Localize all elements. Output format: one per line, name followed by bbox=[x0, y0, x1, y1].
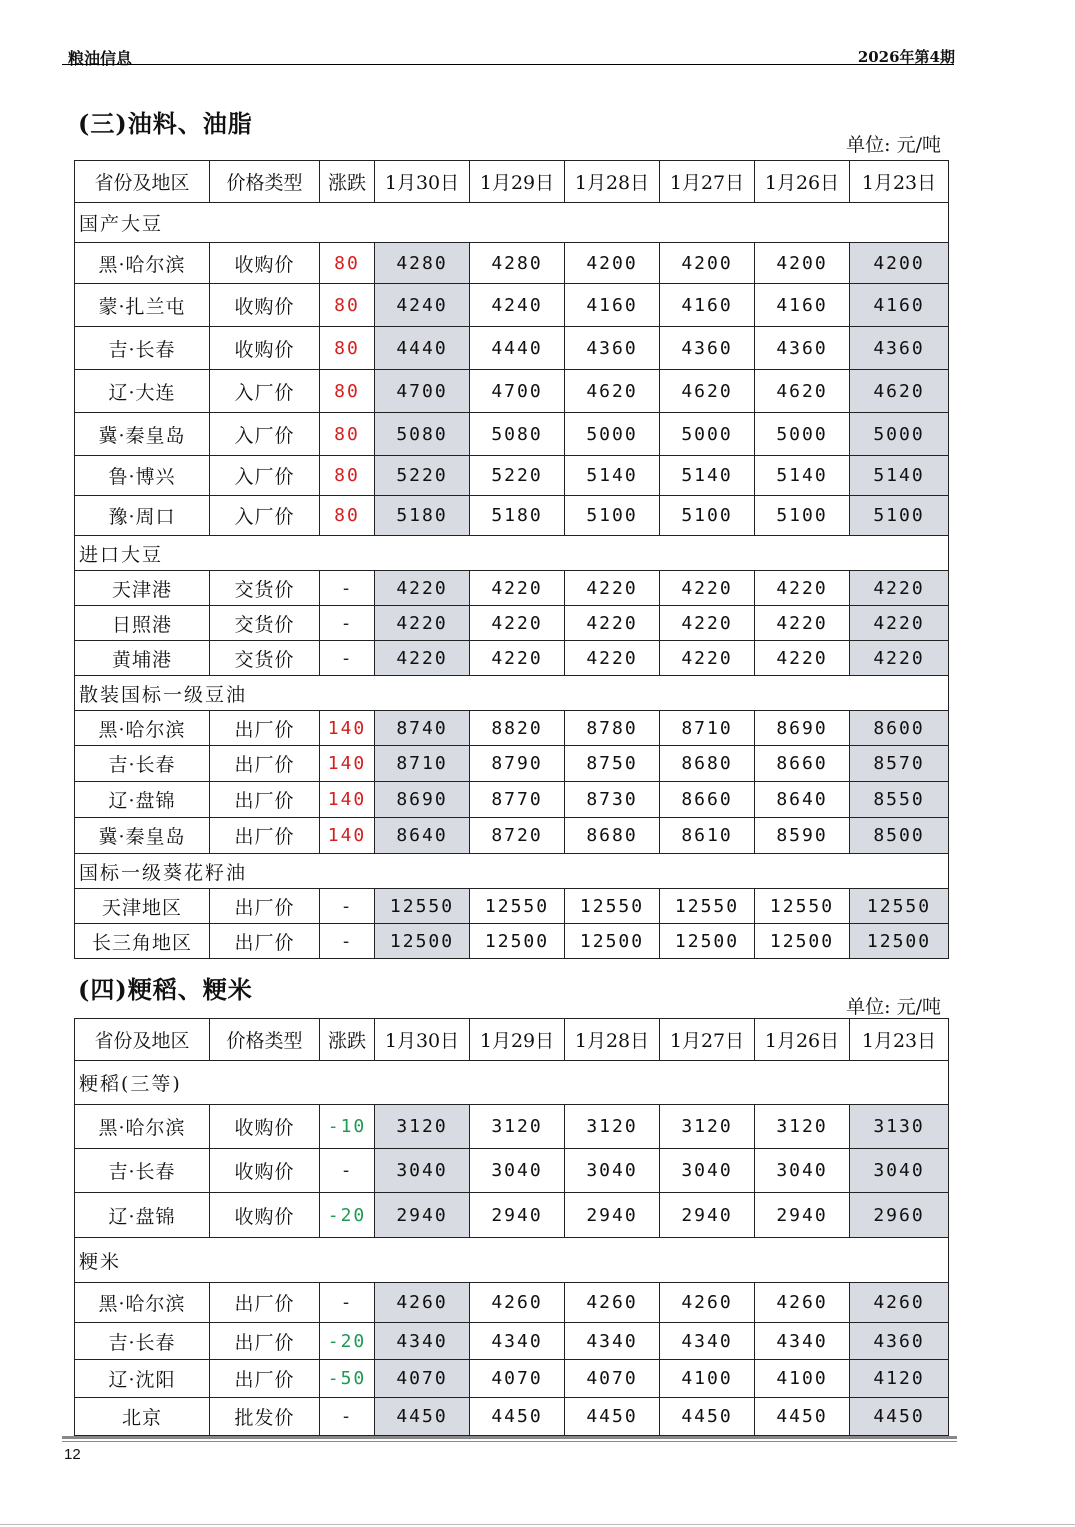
price-type-cell: 交货价 bbox=[210, 571, 320, 606]
footer-rule-thin bbox=[62, 1441, 957, 1442]
region-cell: 黄埔港 bbox=[75, 641, 210, 676]
price-cell: 5000 bbox=[850, 413, 949, 456]
region-cell: 辽·大连 bbox=[75, 370, 210, 413]
region-cell: 冀·秦皇岛 bbox=[75, 818, 210, 854]
change-cell: - bbox=[320, 924, 375, 959]
price-cell: 5140 bbox=[850, 456, 949, 496]
price-cell: 2940 bbox=[375, 1193, 470, 1238]
price-type-cell: 入厂价 bbox=[210, 413, 320, 456]
price-cell: 4220 bbox=[470, 571, 565, 606]
price-cell: 4160 bbox=[850, 284, 949, 327]
price-cell: 4160 bbox=[755, 284, 850, 327]
column-header: 1月26日 bbox=[755, 1019, 850, 1061]
price-cell: 12550 bbox=[565, 889, 660, 924]
price-type-cell: 出厂价 bbox=[210, 1323, 320, 1360]
change-cell: -20 bbox=[320, 1193, 375, 1238]
price-type-cell: 入厂价 bbox=[210, 456, 320, 496]
table-row bbox=[75, 782, 949, 818]
table-row bbox=[75, 413, 949, 456]
header-rule bbox=[62, 64, 954, 65]
table-row bbox=[75, 889, 949, 924]
price-cell: 12550 bbox=[660, 889, 755, 924]
table-row bbox=[75, 327, 949, 370]
group-row bbox=[75, 1238, 949, 1283]
group-label: 进口大豆 bbox=[75, 536, 949, 571]
region-cell: 辽·盘锦 bbox=[75, 1193, 210, 1238]
change-cell: 140 bbox=[320, 782, 375, 818]
price-cell: 4450 bbox=[470, 1398, 565, 1436]
price-cell: 4450 bbox=[755, 1398, 850, 1436]
change-cell: - bbox=[320, 571, 375, 606]
price-cell: 4450 bbox=[375, 1398, 470, 1436]
price-cell: 4220 bbox=[660, 571, 755, 606]
price-cell: 5140 bbox=[565, 456, 660, 496]
price-cell: 4360 bbox=[565, 327, 660, 370]
price-cell: 4340 bbox=[470, 1323, 565, 1360]
price-cell: 4440 bbox=[470, 327, 565, 370]
price-cell: 5180 bbox=[375, 496, 470, 536]
price-table-rice bbox=[74, 1018, 949, 1436]
table-row bbox=[75, 711, 949, 746]
price-type-cell: 收购价 bbox=[210, 1193, 320, 1238]
price-cell: 12500 bbox=[470, 924, 565, 959]
column-header: 1月27日 bbox=[660, 161, 755, 203]
table-header-row bbox=[75, 161, 949, 203]
price-cell: 5100 bbox=[660, 496, 755, 536]
price-cell: 4620 bbox=[660, 370, 755, 413]
price-cell: 8640 bbox=[375, 818, 470, 854]
price-cell: 4220 bbox=[850, 571, 949, 606]
table-row bbox=[75, 1105, 949, 1149]
price-type-cell: 收购价 bbox=[210, 327, 320, 370]
price-type-cell: 收购价 bbox=[210, 284, 320, 327]
price-cell: 4100 bbox=[755, 1360, 850, 1398]
price-cell: 4260 bbox=[850, 1283, 949, 1323]
price-cell: 8660 bbox=[660, 782, 755, 818]
price-cell: 4070 bbox=[375, 1360, 470, 1398]
price-cell: 4120 bbox=[850, 1360, 949, 1398]
price-cell: 8610 bbox=[660, 818, 755, 854]
region-cell: 黑·哈尔滨 bbox=[75, 243, 210, 284]
price-cell: 4260 bbox=[375, 1283, 470, 1323]
column-header: 1月28日 bbox=[565, 161, 660, 203]
region-cell: 冀·秦皇岛 bbox=[75, 413, 210, 456]
price-cell: 4240 bbox=[375, 284, 470, 327]
page-bottom-edge bbox=[0, 1524, 1075, 1525]
price-cell: 4280 bbox=[375, 243, 470, 284]
column-header: 1月23日 bbox=[850, 161, 949, 203]
change-cell: 140 bbox=[320, 711, 375, 746]
group-label: 粳米 bbox=[75, 1238, 949, 1283]
column-header: 涨跌 bbox=[320, 1019, 375, 1061]
price-cell: 5100 bbox=[755, 496, 850, 536]
price-cell: 4200 bbox=[565, 243, 660, 284]
price-cell: 3040 bbox=[660, 1149, 755, 1193]
price-cell: 4450 bbox=[850, 1398, 949, 1436]
unit-label-oil: 单位: 元/吨 bbox=[846, 134, 941, 156]
price-cell: 5100 bbox=[850, 496, 949, 536]
table-row bbox=[75, 606, 949, 641]
group-row bbox=[75, 854, 949, 889]
region-cell: 天津地区 bbox=[75, 889, 210, 924]
change-cell: - bbox=[320, 889, 375, 924]
table-row bbox=[75, 924, 949, 959]
price-cell: 2960 bbox=[850, 1193, 949, 1238]
price-table-oil bbox=[74, 160, 949, 959]
price-cell: 4220 bbox=[375, 606, 470, 641]
region-cell: 北京 bbox=[75, 1398, 210, 1436]
region-cell: 辽·沈阳 bbox=[75, 1360, 210, 1398]
price-cell: 8710 bbox=[660, 711, 755, 746]
region-cell: 吉·长春 bbox=[75, 327, 210, 370]
price-cell: 5140 bbox=[755, 456, 850, 496]
group-row bbox=[75, 536, 949, 571]
price-cell: 8680 bbox=[565, 818, 660, 854]
price-cell: 4240 bbox=[470, 284, 565, 327]
price-cell: 5220 bbox=[470, 456, 565, 496]
change-cell: 80 bbox=[320, 370, 375, 413]
region-cell: 日照港 bbox=[75, 606, 210, 641]
section-title-oil: (三)油料、油脂 bbox=[78, 109, 253, 138]
table-row bbox=[75, 571, 949, 606]
price-cell: 8640 bbox=[755, 782, 850, 818]
region-cell: 黑·哈尔滨 bbox=[75, 1283, 210, 1323]
region-cell: 吉·长春 bbox=[75, 1149, 210, 1193]
price-cell: 4220 bbox=[375, 571, 470, 606]
change-cell: - bbox=[320, 1283, 375, 1323]
price-cell: 8570 bbox=[850, 746, 949, 782]
price-cell: 8720 bbox=[470, 818, 565, 854]
price-cell: 8690 bbox=[755, 711, 850, 746]
footer-rule bbox=[62, 1436, 957, 1439]
region-cell: 鲁·博兴 bbox=[75, 456, 210, 496]
price-cell: 4620 bbox=[565, 370, 660, 413]
price-cell: 12550 bbox=[755, 889, 850, 924]
change-cell: 80 bbox=[320, 243, 375, 284]
price-cell: 8710 bbox=[375, 746, 470, 782]
price-cell: 4360 bbox=[755, 327, 850, 370]
price-cell: 4360 bbox=[660, 327, 755, 370]
price-cell: 4260 bbox=[660, 1283, 755, 1323]
change-cell: - bbox=[320, 1398, 375, 1436]
price-cell: 4220 bbox=[565, 641, 660, 676]
table-row bbox=[75, 746, 949, 782]
price-cell: 12500 bbox=[660, 924, 755, 959]
price-cell: 4220 bbox=[660, 641, 755, 676]
price-cell: 4340 bbox=[565, 1323, 660, 1360]
price-type-cell: 交货价 bbox=[210, 606, 320, 641]
price-type-cell: 收购价 bbox=[210, 1105, 320, 1149]
price-cell: 8780 bbox=[565, 711, 660, 746]
price-cell: 4260 bbox=[565, 1283, 660, 1323]
column-header: 价格类型 bbox=[210, 161, 320, 203]
region-cell: 黑·哈尔滨 bbox=[75, 1105, 210, 1149]
price-type-cell: 出厂价 bbox=[210, 889, 320, 924]
price-cell: 4220 bbox=[755, 606, 850, 641]
price-cell: 2940 bbox=[660, 1193, 755, 1238]
price-cell: 4700 bbox=[375, 370, 470, 413]
column-header: 省份及地区 bbox=[75, 161, 210, 203]
group-label: 粳稻(三等) bbox=[75, 1061, 949, 1105]
price-type-cell: 出厂价 bbox=[210, 1360, 320, 1398]
price-cell: 3040 bbox=[755, 1149, 850, 1193]
price-cell: 4620 bbox=[850, 370, 949, 413]
table-row bbox=[75, 1283, 949, 1323]
unit-label-rice: 单位: 元/吨 bbox=[846, 996, 941, 1018]
region-cell: 辽·盘锦 bbox=[75, 782, 210, 818]
price-cell: 4160 bbox=[565, 284, 660, 327]
price-cell: 5080 bbox=[470, 413, 565, 456]
price-cell: 3130 bbox=[850, 1105, 949, 1149]
price-cell: 2940 bbox=[470, 1193, 565, 1238]
table-row bbox=[75, 1193, 949, 1238]
price-cell: 3120 bbox=[470, 1105, 565, 1149]
price-cell: 5000 bbox=[660, 413, 755, 456]
price-cell: 2940 bbox=[565, 1193, 660, 1238]
price-cell: 12550 bbox=[850, 889, 949, 924]
price-cell: 5220 bbox=[375, 456, 470, 496]
price-cell: 8590 bbox=[755, 818, 850, 854]
price-cell: 4340 bbox=[660, 1323, 755, 1360]
change-cell: - bbox=[320, 1149, 375, 1193]
price-cell: 8730 bbox=[565, 782, 660, 818]
price-cell: 5100 bbox=[565, 496, 660, 536]
price-type-cell: 入厂价 bbox=[210, 496, 320, 536]
table-row bbox=[75, 284, 949, 327]
table-row bbox=[75, 818, 949, 854]
price-cell: 4220 bbox=[565, 571, 660, 606]
region-cell: 吉·长春 bbox=[75, 746, 210, 782]
price-cell: 4220 bbox=[755, 571, 850, 606]
price-cell: 8550 bbox=[850, 782, 949, 818]
group-label: 国产大豆 bbox=[75, 203, 949, 243]
price-cell: 4220 bbox=[375, 641, 470, 676]
price-cell: 5000 bbox=[565, 413, 660, 456]
table-row bbox=[75, 370, 949, 413]
region-cell: 吉·长春 bbox=[75, 1323, 210, 1360]
price-cell: 4220 bbox=[565, 606, 660, 641]
price-type-cell: 出厂价 bbox=[210, 711, 320, 746]
price-cell: 3120 bbox=[660, 1105, 755, 1149]
column-header: 1月27日 bbox=[660, 1019, 755, 1061]
price-cell: 8660 bbox=[755, 746, 850, 782]
price-type-cell: 交货价 bbox=[210, 641, 320, 676]
price-cell: 3120 bbox=[755, 1105, 850, 1149]
group-label: 散装国标一级豆油 bbox=[75, 676, 949, 711]
price-cell: 4070 bbox=[565, 1360, 660, 1398]
price-type-cell: 入厂价 bbox=[210, 370, 320, 413]
price-cell: 4450 bbox=[565, 1398, 660, 1436]
section-title-rice: (四)粳稻、粳米 bbox=[78, 975, 253, 1004]
price-cell: 4340 bbox=[375, 1323, 470, 1360]
price-type-cell: 批发价 bbox=[210, 1398, 320, 1436]
group-label: 国标一级葵花籽油 bbox=[75, 854, 949, 889]
change-cell: -50 bbox=[320, 1360, 375, 1398]
price-cell: 4360 bbox=[850, 1323, 949, 1360]
price-cell: 8500 bbox=[850, 818, 949, 854]
price-cell: 5000 bbox=[755, 413, 850, 456]
price-cell: 3040 bbox=[850, 1149, 949, 1193]
table-row bbox=[75, 1323, 949, 1360]
price-cell: 8690 bbox=[375, 782, 470, 818]
price-cell: 3040 bbox=[565, 1149, 660, 1193]
price-cell: 8820 bbox=[470, 711, 565, 746]
region-cell: 蒙·扎兰屯 bbox=[75, 284, 210, 327]
price-cell: 4620 bbox=[755, 370, 850, 413]
price-cell: 3040 bbox=[470, 1149, 565, 1193]
price-cell: 4440 bbox=[375, 327, 470, 370]
price-cell: 12550 bbox=[375, 889, 470, 924]
table-row bbox=[75, 1398, 949, 1436]
group-row bbox=[75, 203, 949, 243]
column-header: 涨跌 bbox=[320, 161, 375, 203]
table-row bbox=[75, 456, 949, 496]
column-header: 1月29日 bbox=[470, 1019, 565, 1061]
price-type-cell: 出厂价 bbox=[210, 746, 320, 782]
price-cell: 2940 bbox=[755, 1193, 850, 1238]
change-cell: 80 bbox=[320, 456, 375, 496]
change-cell: - bbox=[320, 606, 375, 641]
price-cell: 5080 bbox=[375, 413, 470, 456]
change-cell: 140 bbox=[320, 818, 375, 854]
region-cell: 天津港 bbox=[75, 571, 210, 606]
price-cell: 3120 bbox=[565, 1105, 660, 1149]
price-cell: 3120 bbox=[375, 1105, 470, 1149]
price-cell: 4700 bbox=[470, 370, 565, 413]
price-cell: 8750 bbox=[565, 746, 660, 782]
header-issue: 2026年第4期 bbox=[857, 48, 955, 66]
price-type-cell: 出厂价 bbox=[210, 782, 320, 818]
change-cell: - bbox=[320, 641, 375, 676]
price-cell: 4220 bbox=[755, 641, 850, 676]
price-cell: 4220 bbox=[470, 641, 565, 676]
price-cell: 4200 bbox=[850, 243, 949, 284]
price-cell: 4100 bbox=[660, 1360, 755, 1398]
price-cell: 8770 bbox=[470, 782, 565, 818]
price-cell: 3040 bbox=[375, 1149, 470, 1193]
column-header: 1月23日 bbox=[850, 1019, 949, 1061]
table-row bbox=[75, 641, 949, 676]
price-cell: 4200 bbox=[755, 243, 850, 284]
region-cell: 豫·周口 bbox=[75, 496, 210, 536]
change-cell: -10 bbox=[320, 1105, 375, 1149]
table-header-row bbox=[75, 1019, 949, 1061]
region-cell: 黑·哈尔滨 bbox=[75, 711, 210, 746]
price-cell: 4220 bbox=[850, 641, 949, 676]
price-cell: 4160 bbox=[660, 284, 755, 327]
price-cell: 8740 bbox=[375, 711, 470, 746]
region-cell: 长三角地区 bbox=[75, 924, 210, 959]
change-cell: 80 bbox=[320, 496, 375, 536]
change-cell: 80 bbox=[320, 284, 375, 327]
price-type-cell: 出厂价 bbox=[210, 1283, 320, 1323]
column-header: 1月30日 bbox=[375, 1019, 470, 1061]
column-header: 省份及地区 bbox=[75, 1019, 210, 1061]
price-cell: 4220 bbox=[850, 606, 949, 641]
table-row bbox=[75, 1149, 949, 1193]
price-cell: 4280 bbox=[470, 243, 565, 284]
price-cell: 4450 bbox=[660, 1398, 755, 1436]
price-cell: 8600 bbox=[850, 711, 949, 746]
price-cell: 4260 bbox=[755, 1283, 850, 1323]
table-row bbox=[75, 1360, 949, 1398]
change-cell: 140 bbox=[320, 746, 375, 782]
price-cell: 4260 bbox=[470, 1283, 565, 1323]
group-row bbox=[75, 676, 949, 711]
header-left-title: 粮油信息 bbox=[68, 49, 133, 68]
price-cell: 4200 bbox=[660, 243, 755, 284]
price-type-cell: 收购价 bbox=[210, 243, 320, 284]
table-row bbox=[75, 496, 949, 536]
price-cell: 12500 bbox=[565, 924, 660, 959]
change-cell: 80 bbox=[320, 413, 375, 456]
price-type-cell: 收购价 bbox=[210, 1149, 320, 1193]
price-cell: 4220 bbox=[660, 606, 755, 641]
price-cell: 4220 bbox=[470, 606, 565, 641]
price-cell: 12500 bbox=[850, 924, 949, 959]
price-cell: 4360 bbox=[850, 327, 949, 370]
group-row bbox=[75, 1061, 949, 1105]
column-header: 价格类型 bbox=[210, 1019, 320, 1061]
price-cell: 8790 bbox=[470, 746, 565, 782]
price-cell: 4340 bbox=[755, 1323, 850, 1360]
change-cell: 80 bbox=[320, 327, 375, 370]
column-header: 1月30日 bbox=[375, 161, 470, 203]
table-row bbox=[75, 243, 949, 284]
price-cell: 5180 bbox=[470, 496, 565, 536]
price-type-cell: 出厂价 bbox=[210, 924, 320, 959]
column-header: 1月29日 bbox=[470, 161, 565, 203]
price-cell: 12550 bbox=[470, 889, 565, 924]
change-cell: -20 bbox=[320, 1323, 375, 1360]
price-cell: 5140 bbox=[660, 456, 755, 496]
page-number: 12 bbox=[64, 1446, 81, 1463]
price-type-cell: 出厂价 bbox=[210, 818, 320, 854]
price-cell: 4070 bbox=[470, 1360, 565, 1398]
price-cell: 12500 bbox=[375, 924, 470, 959]
column-header: 1月28日 bbox=[565, 1019, 660, 1061]
price-cell: 12500 bbox=[755, 924, 850, 959]
column-header: 1月26日 bbox=[755, 161, 850, 203]
price-cell: 8680 bbox=[660, 746, 755, 782]
